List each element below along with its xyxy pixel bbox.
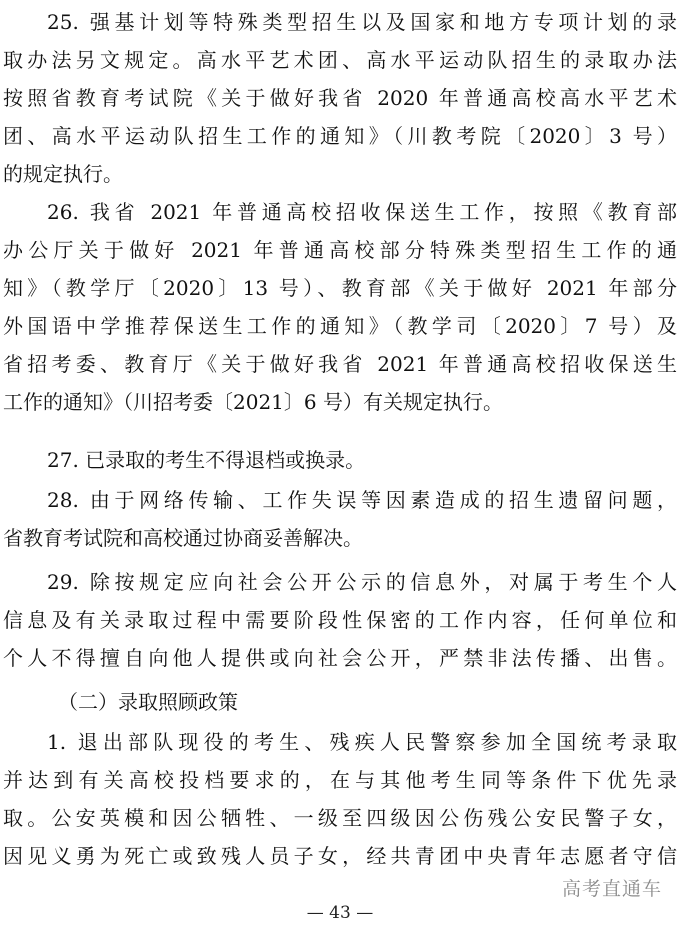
paragraph-25-line-5: 的规定执行。 <box>3 162 123 186</box>
paragraph-25-line-1: 25. 强基计划等特殊类型招生以及国家和地方专项计划的录 <box>47 10 677 34</box>
policy-1-line-3: 取。公安英模和因公牺牲、一级至四级因公伤残公安民警子女， <box>3 806 677 830</box>
paragraph-28-line-2: 省教育考试院和高校通过协商妥善解决。 <box>3 526 363 550</box>
policy-1-line-4: 因见义勇为死亡或致残人员子女，经共青团中央青年志愿者守信 <box>3 844 677 868</box>
paragraph-26-line-3: 知》（教学厅〔2020〕13 号）、教育部《关于做好 2021 年部分 <box>3 276 677 300</box>
section-heading: （二）录取照顾政策 <box>58 690 238 714</box>
paragraph-26-line-4: 外国语中学推荐保送生工作的通知》（教学司〔2020〕7 号）及 <box>3 314 677 338</box>
paragraph-28-line-1: 28. 由于网络传输、工作失误等因素造成的招生遗留问题， <box>47 488 677 512</box>
watermark: 高考直通车 <box>561 878 662 900</box>
policy-1-line-2: 并达到有关高校投档要求的，在与其他考生同等条件下优先录 <box>3 768 677 792</box>
paragraph-29-line-3: 个人不得擅自向他人提供或向社会公开，严禁非法传播、出售。 <box>3 646 677 670</box>
paragraph-25-line-4: 团、高水平运动队招生工作的通知》（川教考院〔2020〕3 号） <box>3 124 677 148</box>
paragraph-26-line-1: 26. 我省 2021 年普通高校招收保送生工作，按照《教育部 <box>47 200 677 224</box>
paragraph-29-line-1: 29. 除按规定应向社会公开公示的信息外，对属于考生个人 <box>47 570 677 594</box>
page-number: — 43 — <box>306 903 374 923</box>
paragraph-26-line-2: 办公厅关于做好 2021 年普通高校部分特殊类型招生工作的通 <box>3 238 677 262</box>
paragraph-25-line-3: 按照省教育考试院《关于做好我省 2020 年普通高校高水平艺术 <box>3 86 677 110</box>
paragraph-25-line-2: 取办法另文规定。高水平艺术团、高水平运动队招生的录取办法 <box>3 48 677 72</box>
paragraph-26-line-5: 省招考委、教育厅《关于做好我省 2021 年普通高校招收保送生 <box>3 352 677 376</box>
policy-1-line-1: 1. 退出部队现役的考生、残疾人民警察参加全国统考录取 <box>47 730 677 754</box>
paragraph-26-line-6: 工作的通知》（川招考委〔2021〕6 号）有关规定执行。 <box>3 390 503 414</box>
paragraph-27-line-1: 27. 已录取的考生不得退档或换录。 <box>47 448 366 472</box>
paragraph-29-line-2: 信息及有关录取过程中需要阶段性保密的工作内容，任何单位和 <box>3 608 677 632</box>
